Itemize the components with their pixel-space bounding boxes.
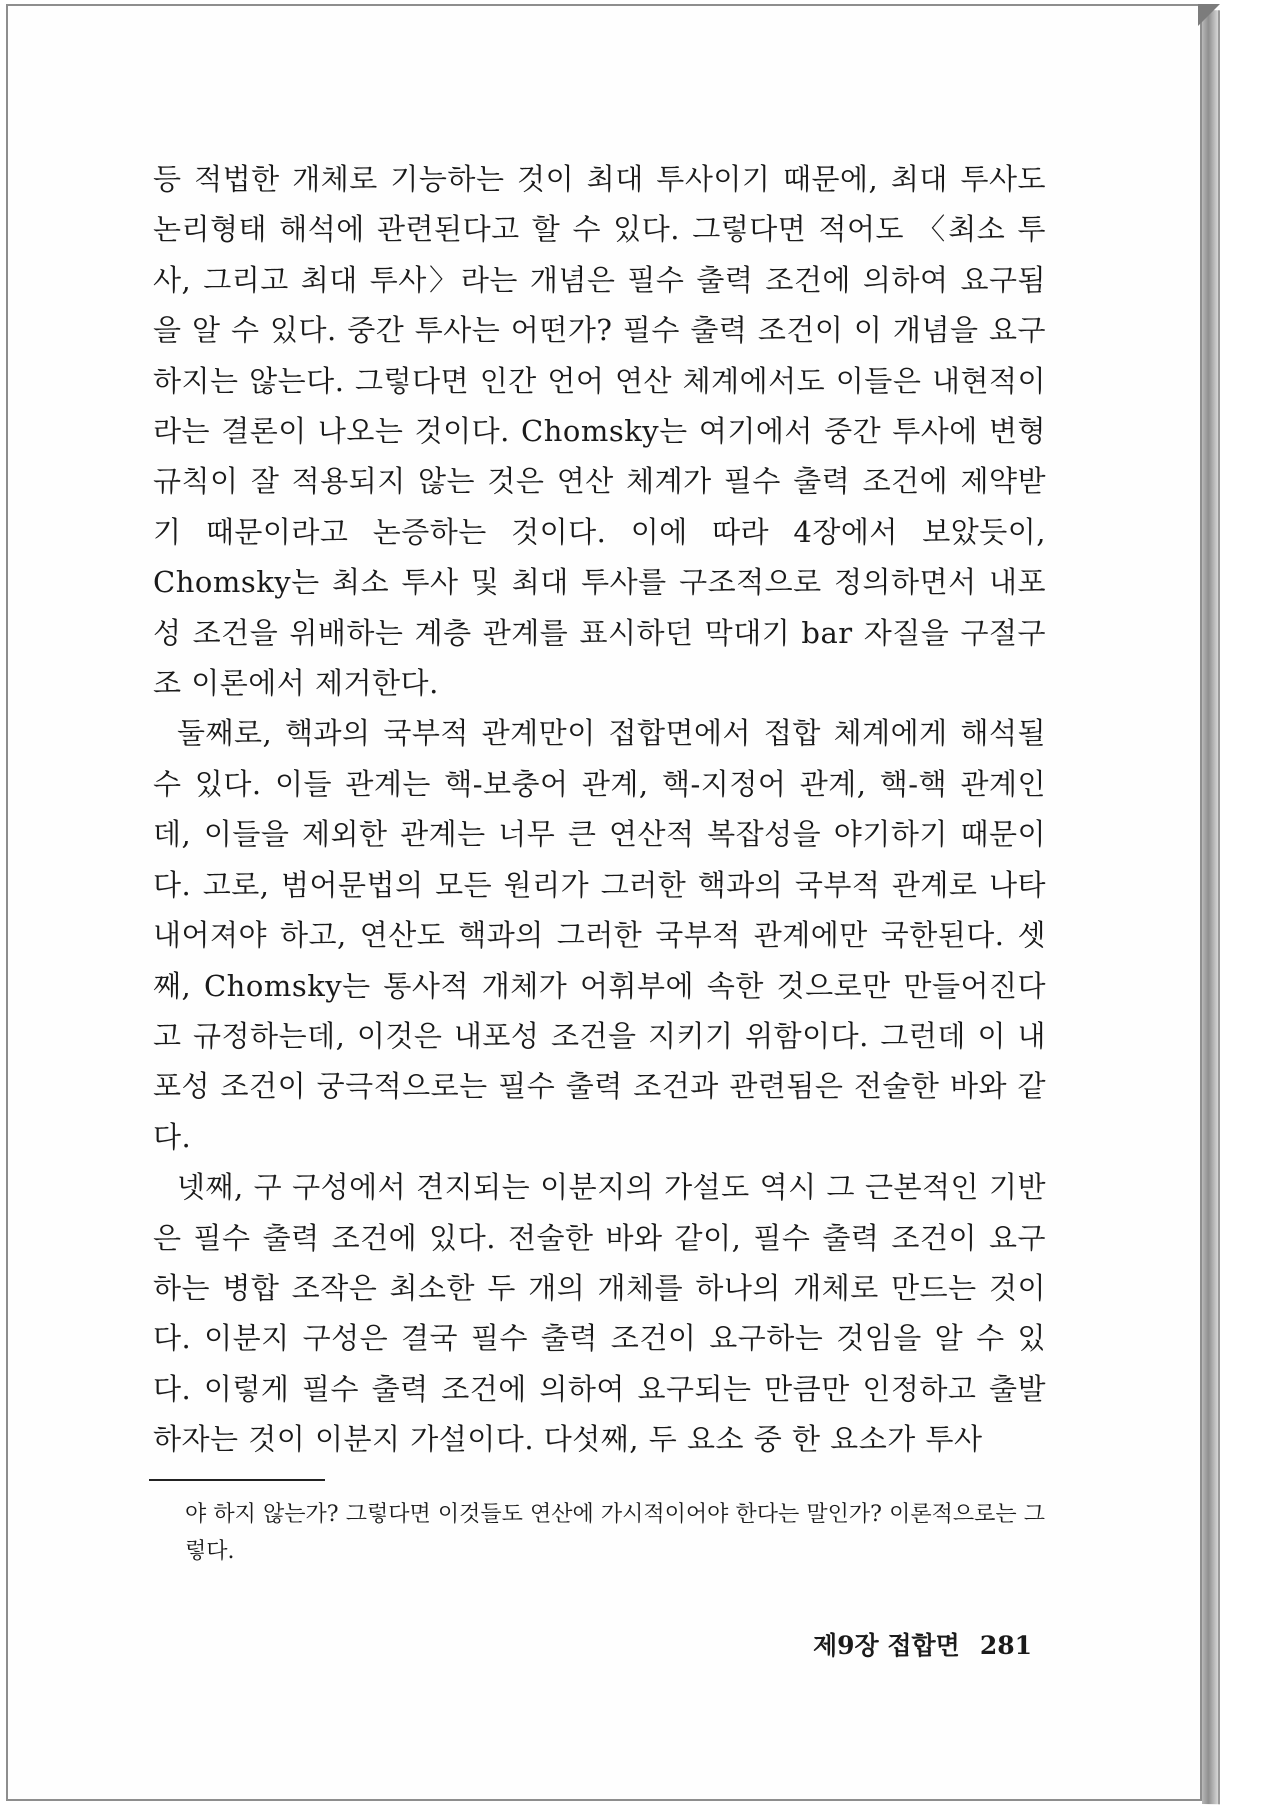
- footnote: [185, 1496, 1045, 1570]
- footnote-text: 야 하지 않는가? 그렇다면 이것들도 연산에 가시적이어야 한다는 말인가? 이론적으로는 그렇다.: [185, 1502, 1045, 1564]
- page-footer: [813, 1626, 1032, 1662]
- page-number: 281: [979, 1631, 1032, 1660]
- page-stack-edge: [1202, 10, 1220, 1804]
- body-text: [153, 154, 1046, 1465]
- page: [6, 4, 1202, 1801]
- footnote-divider: [149, 1479, 325, 1481]
- running-footer-chapter: 제9장 접합면: [812, 1631, 960, 1660]
- paragraph-1: 등 적법한 개체로 기능하는 것이 최대 투사이기 때문에, 최대 투사도 논리형태 해석에 관련된다고 할 수 있다. 그렇다면 적어도 〈최소 투사, 그리고 최대 투사〉라는 개념은 필수 출력 조건에 의하여 요구됨을 알 수 있다. 중간 투사는 어떤가? 필수 출력 조건이 이 개념을 요구하지는 않는다. 그렇다면 인간 언어 연산 체계에서도 이들은 내현적이라는 결론이 나오는 것이다. Chomsky는 여기에서 중간 투사에 변형규칙이 잘 적용되지 않는 것은 연산 체계가 필수 출력 조건에 제약받기 때문이라고 논증하는 것이다. 이에 따라 4장에서 보았듯이, Chomsky는 최소 투사 및 최대 투사를 구조적으로 정의하면서 내포성 조건을 위배하는 계층 관계를 표시하던 막대기 bar 자질을 구절구조 이론에서 제거한다.: [153, 162, 1046, 701]
- paragraph-2: 둘째로, 핵과의 국부적 관계만이 접합면에서 접합 체계에게 해석될 수 있다. 이들 관계는 핵-보충어 관계, 핵-지정어 관계, 핵-핵 관계인데, 이들을 제외한 관계는 너무 큰 연산적 복잡성을 야기하기 때문이다. 고로, 범어문법의 모든 원리가 그러한 핵과의 국부적 관계로 나타내어져야 하고, 연산도 핵과의 그러한 국부적 관계에만 국한된다. 셋째, Chomsky는 통사적 개체가 어휘부에 속한 것으로만 만들어진다고 규정하는데, 이것은 내포성 조건을 지키기 위함이다. 그런데 이 내포성 조건이 궁극적으로는 필수 출력 조건과 관련됨은 전술한 바와 같다.: [153, 716, 1046, 1154]
- paragraph-3: 넷째, 구 구성에서 견지되는 이분지의 가설도 역시 그 근본적인 기반은 필수 출력 조건에 있다. 전술한 바와 같이, 필수 출력 조건이 요구하는 병합 조작은 최소한 두 개의 개체를 하나의 개체로 만드는 것이다. 이분지 구성은 결국 필수 출력 조건이 요구하는 것임을 알 수 있다. 이렇게 필수 출력 조건에 의하여 요구되는 만큼만 인정하고 출발하자는 것이 이분지 가설이다. 다섯째, 두 요소 중 한 요소가 투사: [153, 1170, 1046, 1457]
- page-corner-shadow: [1198, 4, 1220, 26]
